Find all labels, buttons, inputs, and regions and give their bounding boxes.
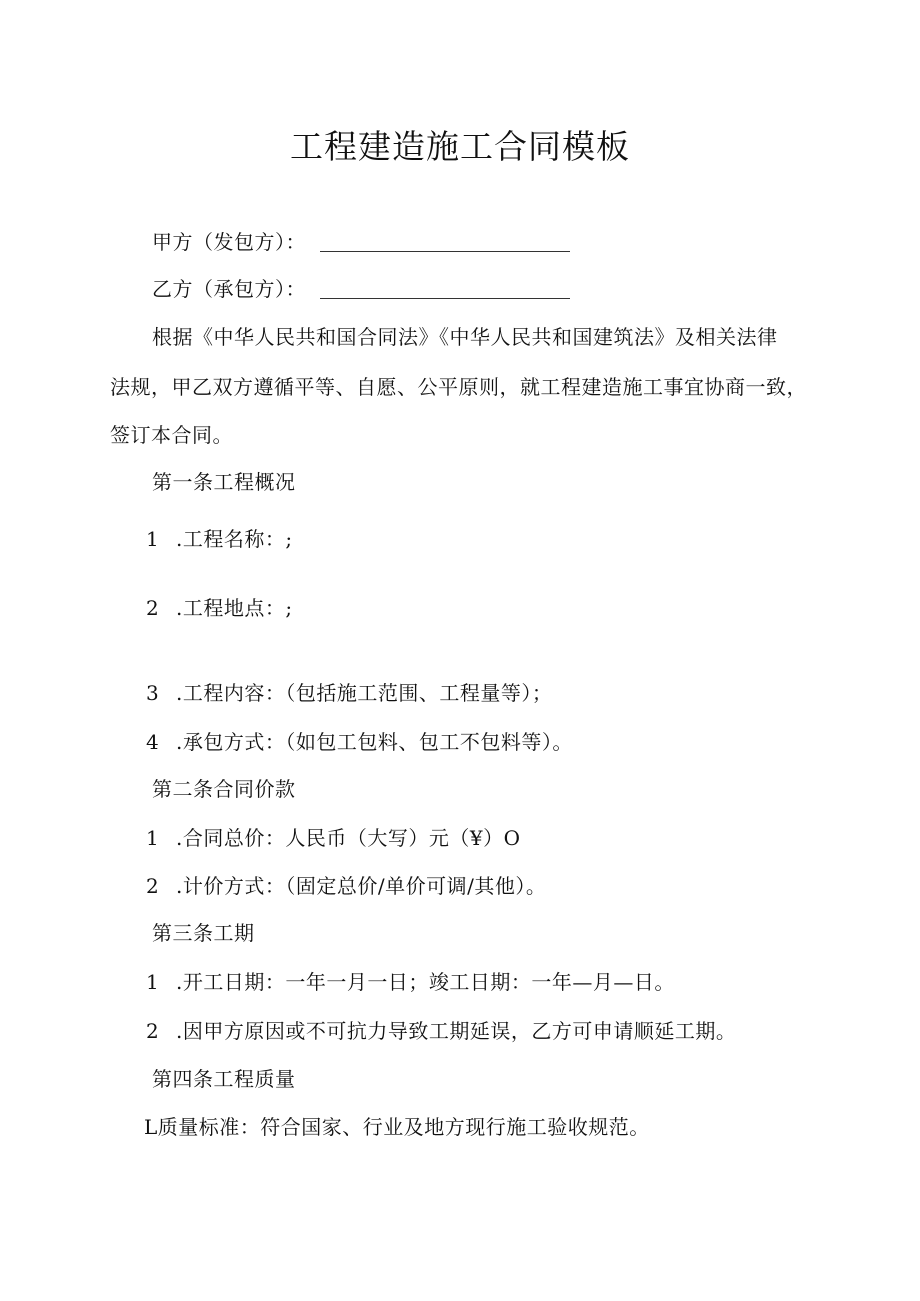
item-text: .工程内容：（包括施工范围、工程量等）；: [176, 681, 553, 705]
section-4-item-1: L质量标准：符合国家、行业及地方现行施工验收规范。: [144, 1115, 650, 1139]
party-b-label: 乙方（承包方）：: [152, 277, 306, 301]
section-4-heading: 第四条工程质量: [152, 1067, 296, 1091]
item-number: 1: [146, 527, 160, 551]
section-1-item-3: [146, 679, 552, 707]
item-number: 3: [146, 681, 160, 705]
item-number: 1: [146, 970, 160, 994]
section-2-item-2: [146, 872, 546, 900]
section-3-item-1: [146, 968, 675, 996]
party-a-label: 甲方（发包方）：: [152, 230, 306, 254]
intro-line-2: 法规，甲乙双方遵循平等、自愿、公平原则，就工程建造施工事宜协商一致，: [110, 375, 807, 399]
item-number: 1: [146, 826, 160, 850]
item-text: .开工日期：一年一月一日；竣工日期：一年—月—日。: [176, 970, 675, 994]
party-b-blank: [320, 278, 570, 299]
item-text: .合同总价：人民币（大写）元（¥）O: [176, 826, 521, 850]
section-3-item-2: [146, 1017, 736, 1045]
section-2-item-1: [146, 824, 520, 852]
item-number: 4: [146, 730, 160, 754]
document-title: 工程建造施工合同模板: [290, 127, 630, 166]
item-text: .承包方式：（如包工包料、包工不包料等）。: [176, 730, 573, 754]
item-number: 2: [146, 874, 160, 898]
section-1-item-2: [146, 594, 293, 622]
item-text: .因甲方原因或不可抗力导致工期延误，乙方可申请顺延工期。: [176, 1019, 737, 1043]
item-text: .工程名称：;: [176, 527, 293, 551]
section-1-item-4: [146, 728, 573, 756]
section-1-heading: 第一条工程概况: [152, 470, 296, 494]
section-1-item-1: [146, 525, 293, 553]
intro-line-1: 根据《中华人民共和国合同法》《中华人民共和国建筑法》及相关法律: [152, 325, 778, 349]
section-2-heading: 第二条合同价款: [152, 777, 296, 801]
party-b-row: [152, 275, 570, 303]
item-number: 2: [146, 596, 160, 620]
intro-line-3: 签订本合同。: [110, 423, 233, 447]
section-3-heading: 第三条工期: [152, 921, 255, 945]
item-text: .工程地点：;: [176, 596, 293, 620]
party-a-row: [152, 228, 570, 256]
party-a-blank: [320, 231, 570, 252]
item-text: .计价方式：（固定总价/单价可调/其他）。: [176, 874, 547, 898]
item-number: 2: [146, 1019, 160, 1043]
